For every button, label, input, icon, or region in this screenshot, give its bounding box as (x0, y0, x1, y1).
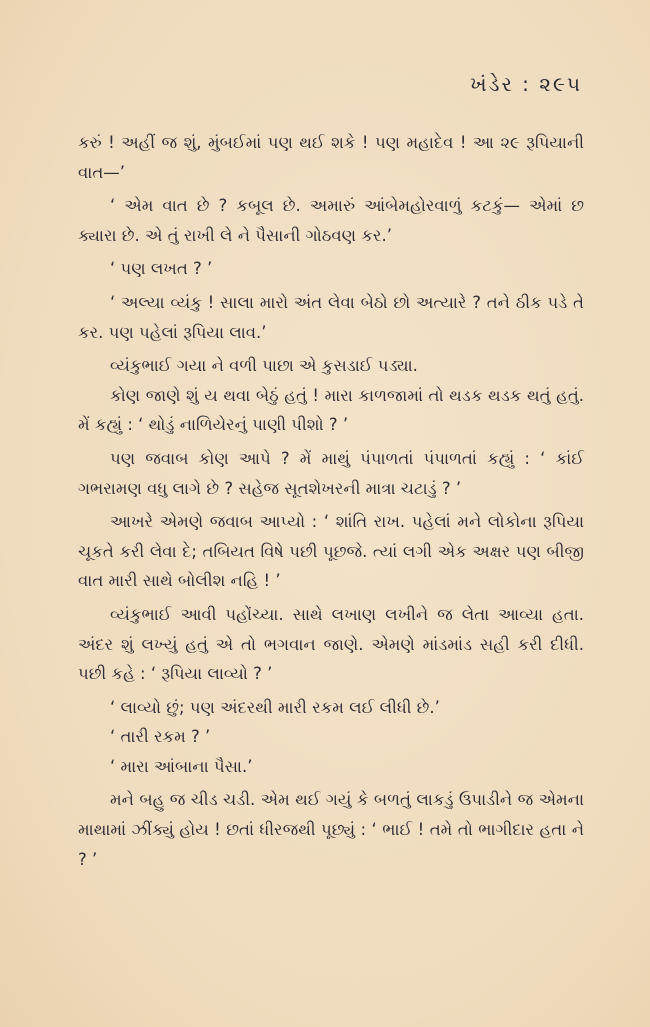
paragraph: ‘ તારી રકમ ? ’ (110, 727, 211, 747)
paragraph: કરું ! અહીં જ શું, મુંબઈમાં પણ થઈ શકે ! પણ મહાદેવ ! આ ૨૯ રૂપિયાની વાત—’ (78, 133, 584, 182)
body-text (78, 128, 584, 874)
paragraph: કોણ જાણે શું ય થવા બેઠું હતું ! મારા કાળજામાં તો થડક થડક થતું હતું. મેં કહ્યું : ‘ થોડું નાળિયેરનું પાણી પીશો ? ’ (78, 385, 584, 435)
paragraph: ‘ એમ વાત છે ? કબૂલ છે. અમારું આંબેમહોરવાળું કટકું— એમાં છ ક્યારા છે. એ તું રાખી લે ને પૈસાની ગોઠવણ કર.’ (78, 196, 584, 245)
paragraph: પણ જવાબ કોણ આપે ? મેં માથું પંપાળતાં પંપાળતાં કહ્યું : ‘ કાંઈ ગભરામણ વધુ લાગે છે ? સહેજ સૂતશેખરની માત્રા ચટાડું ? ’ (78, 448, 585, 498)
paragraph: ‘ લાવ્યો છું; પણ અંદરથી મારી રકમ લઈ લીધી છે.’ (110, 697, 440, 717)
paragraph: આખરે એમણે જવાબ આપ્યો : ‘ શાંતિ રાખ. પહેલાં મને લોકોના રૂપિયા ચૂકતે કરી લેવા દે; તબિયત વિષે પછી પૂછજે. ત્યાં લગી એક અક્ષર પણ બીજી વાત મારી સાથે બોલીશ નહિ ! ’ (78, 512, 584, 591)
paragraph: ‘ મારા આંબાના પૈસા.’ (110, 756, 253, 776)
running-header: ખંડેર : ૨૯૫ (470, 72, 582, 96)
paragraph: વ્યંકુભાઈ ગયા ને વળી પાછા એ કુસડાઈ પડ્યા. (110, 356, 418, 376)
paragraph: મને બહુ જ ચીડ ચડી. એમ થઈ ગયું કે બળતું લાકડું ઉપાડીને જ એમના માથામાં ઝીંક્યું હોય ! છતાં ધીરજથી પૂછ્યું : ‘ ભાઈ ! તમે તો ભાગીદાર હતા ને ? ’ (78, 790, 584, 869)
paragraph: ‘ પણ લખત ? ’ (110, 259, 213, 279)
paragraph: ‘ અલ્યા વ્યંકુ ! સાલા મારો અંત લેવા બેઠો છો અત્યારે ? તને ઠીક પડે તે કર. પણ પહેલાં રૂપિયા લાવ.’ (78, 292, 584, 342)
paragraph: વ્યંકુભાઈ આવી પહોંચ્યા. સાથે લખાણ લખીને જ લેતા આવ્યા હતા. અંદર શું લખ્યું હતું એ તો ભગવાન જાણે. એમણે માંડમાંડ સહી કરી દીધી. પછી કહે : ‘ રૂપિયા લાવ્યો ? ’ (78, 604, 584, 684)
